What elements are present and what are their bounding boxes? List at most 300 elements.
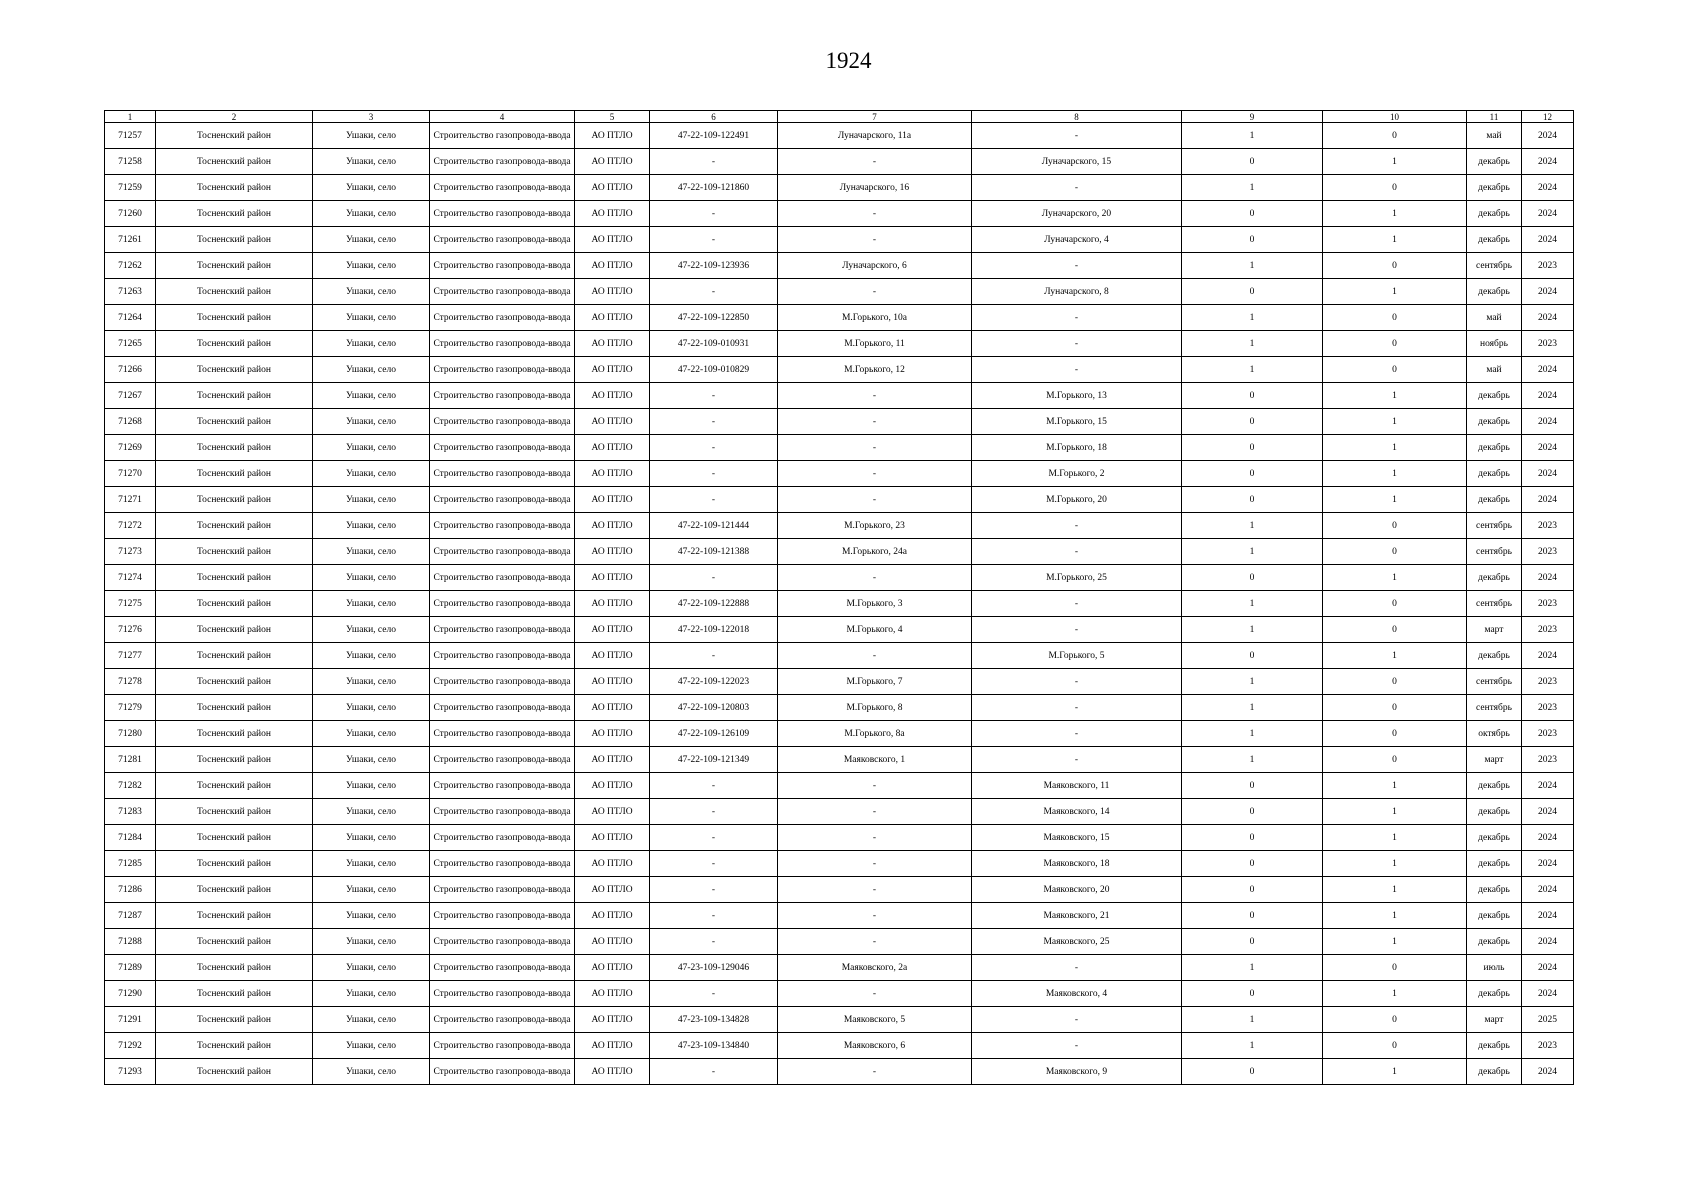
cell-address-b: Луначарского, 20 bbox=[972, 201, 1182, 227]
cell-settlement: Ушаки, село bbox=[313, 851, 430, 877]
cell-address-b: М.Горького, 18 bbox=[972, 435, 1182, 461]
cell-organization: АО ПТЛО bbox=[575, 279, 650, 305]
column-header-12: 12 bbox=[1522, 111, 1574, 123]
cell-id: 71272 bbox=[105, 513, 156, 539]
table-row bbox=[105, 565, 1574, 591]
cell-address-b: Луначарского, 15 bbox=[972, 149, 1182, 175]
cell-month: декабрь bbox=[1467, 409, 1522, 435]
cell-id: 71259 bbox=[105, 175, 156, 201]
cell-organization: АО ПТЛО bbox=[575, 383, 650, 409]
cell-flag-a: 0 bbox=[1182, 201, 1323, 227]
cell-district: Тосненский район bbox=[156, 305, 313, 331]
cell-id: 71283 bbox=[105, 799, 156, 825]
cell-year: 2023 bbox=[1522, 513, 1574, 539]
table-row bbox=[105, 747, 1574, 773]
cell-address-a: - bbox=[778, 383, 972, 409]
cell-year: 2024 bbox=[1522, 383, 1574, 409]
cell-flag-b: 1 bbox=[1323, 1059, 1467, 1085]
cell-settlement: Ушаки, село bbox=[313, 227, 430, 253]
page-number: 1924 bbox=[825, 48, 872, 73]
cell-district: Тосненский район bbox=[156, 643, 313, 669]
cell-address-b: Маяковского, 4 bbox=[972, 981, 1182, 1007]
cell-cadastral-number: - bbox=[650, 877, 778, 903]
table-row bbox=[105, 825, 1574, 851]
cell-flag-b: 0 bbox=[1323, 721, 1467, 747]
table-body bbox=[105, 123, 1574, 1085]
cell-organization: АО ПТЛО bbox=[575, 227, 650, 253]
cell-id: 71260 bbox=[105, 201, 156, 227]
cell-address-a: Маяковского, 6 bbox=[778, 1033, 972, 1059]
cell-work-type: Строительство газопровода-ввода bbox=[430, 877, 575, 903]
cell-work-type: Строительство газопровода-ввода bbox=[430, 539, 575, 565]
cell-year: 2024 bbox=[1522, 149, 1574, 175]
cell-flag-b: 0 bbox=[1323, 357, 1467, 383]
cell-work-type: Строительство газопровода-ввода bbox=[430, 565, 575, 591]
cell-work-type: Строительство газопровода-ввода bbox=[430, 331, 575, 357]
cell-year: 2023 bbox=[1522, 331, 1574, 357]
cell-address-a: - bbox=[778, 227, 972, 253]
cell-id: 71276 bbox=[105, 617, 156, 643]
cell-address-a: - bbox=[778, 149, 972, 175]
cell-month: декабрь bbox=[1467, 799, 1522, 825]
cell-address-a: - bbox=[778, 565, 972, 591]
cell-address-a: М.Горького, 10а bbox=[778, 305, 972, 331]
cell-work-type: Строительство газопровода-ввода bbox=[430, 149, 575, 175]
cell-organization: АО ПТЛО bbox=[575, 331, 650, 357]
table-row bbox=[105, 513, 1574, 539]
table-row bbox=[105, 123, 1574, 149]
cell-organization: АО ПТЛО bbox=[575, 565, 650, 591]
cell-organization: АО ПТЛО bbox=[575, 1033, 650, 1059]
cell-flag-b: 1 bbox=[1323, 929, 1467, 955]
cell-flag-a: 1 bbox=[1182, 747, 1323, 773]
cell-work-type: Строительство газопровода-ввода bbox=[430, 123, 575, 149]
cell-work-type: Строительство газопровода-ввода bbox=[430, 825, 575, 851]
cell-district: Тосненский район bbox=[156, 721, 313, 747]
cell-address-a: М.Горького, 23 bbox=[778, 513, 972, 539]
cell-district: Тосненский район bbox=[156, 279, 313, 305]
cell-settlement: Ушаки, село bbox=[313, 149, 430, 175]
cell-address-a: М.Горького, 8а bbox=[778, 721, 972, 747]
cell-district: Тосненский район bbox=[156, 773, 313, 799]
cell-id: 71289 bbox=[105, 955, 156, 981]
cell-district: Тосненский район bbox=[156, 1059, 313, 1085]
cell-address-b: - bbox=[972, 513, 1182, 539]
cell-settlement: Ушаки, село bbox=[313, 201, 430, 227]
cell-settlement: Ушаки, село bbox=[313, 617, 430, 643]
cell-settlement: Ушаки, село bbox=[313, 357, 430, 383]
cell-address-b: - bbox=[972, 1007, 1182, 1033]
cell-flag-b: 0 bbox=[1323, 253, 1467, 279]
cell-work-type: Строительство газопровода-ввода bbox=[430, 929, 575, 955]
cell-id: 71277 bbox=[105, 643, 156, 669]
cell-month: март bbox=[1467, 617, 1522, 643]
cell-flag-a: 1 bbox=[1182, 1007, 1323, 1033]
cell-cadastral-number: - bbox=[650, 1059, 778, 1085]
cell-work-type: Строительство газопровода-ввода bbox=[430, 643, 575, 669]
cell-address-b: М.Горького, 13 bbox=[972, 383, 1182, 409]
cell-work-type: Строительство газопровода-ввода bbox=[430, 461, 575, 487]
cell-organization: АО ПТЛО bbox=[575, 695, 650, 721]
cell-settlement: Ушаки, село bbox=[313, 695, 430, 721]
column-header-10: 10 bbox=[1323, 111, 1467, 123]
cell-settlement: Ушаки, село bbox=[313, 1059, 430, 1085]
cell-organization: АО ПТЛО bbox=[575, 305, 650, 331]
cell-address-a: М.Горького, 12 bbox=[778, 357, 972, 383]
cell-id: 71281 bbox=[105, 747, 156, 773]
cell-month: сентябрь bbox=[1467, 513, 1522, 539]
cell-year: 2024 bbox=[1522, 929, 1574, 955]
cell-cadastral-number: 47-22-109-122491 bbox=[650, 123, 778, 149]
cell-cadastral-number: - bbox=[650, 227, 778, 253]
cell-flag-b: 1 bbox=[1323, 773, 1467, 799]
cell-address-b: - bbox=[972, 695, 1182, 721]
cell-month: декабрь bbox=[1467, 825, 1522, 851]
table-row bbox=[105, 331, 1574, 357]
cell-cadastral-number: 47-22-109-122023 bbox=[650, 669, 778, 695]
cell-month: декабрь bbox=[1467, 461, 1522, 487]
cell-district: Тосненский район bbox=[156, 1007, 313, 1033]
cell-organization: АО ПТЛО bbox=[575, 175, 650, 201]
cell-work-type: Строительство газопровода-ввода bbox=[430, 903, 575, 929]
cell-address-a: Маяковского, 2а bbox=[778, 955, 972, 981]
column-header-9: 9 bbox=[1182, 111, 1323, 123]
cell-id: 71271 bbox=[105, 487, 156, 513]
cell-address-a: - bbox=[778, 903, 972, 929]
cell-address-a: - bbox=[778, 435, 972, 461]
cell-district: Тосненский район bbox=[156, 201, 313, 227]
cell-address-b: - bbox=[972, 747, 1182, 773]
table-row bbox=[105, 851, 1574, 877]
table-row bbox=[105, 591, 1574, 617]
cell-year: 2024 bbox=[1522, 435, 1574, 461]
cell-work-type: Строительство газопровода-ввода bbox=[430, 383, 575, 409]
cell-id: 71287 bbox=[105, 903, 156, 929]
cell-flag-b: 1 bbox=[1323, 877, 1467, 903]
cell-cadastral-number: - bbox=[650, 487, 778, 513]
cell-flag-a: 0 bbox=[1182, 565, 1323, 591]
cell-district: Тосненский район bbox=[156, 227, 313, 253]
cell-district: Тосненский район bbox=[156, 955, 313, 981]
cell-settlement: Ушаки, село bbox=[313, 1033, 430, 1059]
cell-work-type: Строительство газопровода-ввода bbox=[430, 799, 575, 825]
cell-flag-b: 0 bbox=[1323, 695, 1467, 721]
cell-work-type: Строительство газопровода-ввода bbox=[430, 981, 575, 1007]
cell-address-a: - bbox=[778, 643, 972, 669]
cell-month: декабрь bbox=[1467, 201, 1522, 227]
table-row bbox=[105, 799, 1574, 825]
table-row bbox=[105, 877, 1574, 903]
cell-work-type: Строительство газопровода-ввода bbox=[430, 955, 575, 981]
cell-cadastral-number: 47-22-109-121349 bbox=[650, 747, 778, 773]
cell-settlement: Ушаки, село bbox=[313, 513, 430, 539]
cell-settlement: Ушаки, село bbox=[313, 435, 430, 461]
cell-cadastral-number: 47-22-109-121444 bbox=[650, 513, 778, 539]
cell-work-type: Строительство газопровода-ввода bbox=[430, 747, 575, 773]
cell-flag-a: 1 bbox=[1182, 539, 1323, 565]
cell-month: декабрь bbox=[1467, 981, 1522, 1007]
column-header-2: 2 bbox=[156, 111, 313, 123]
cell-work-type: Строительство газопровода-ввода bbox=[430, 253, 575, 279]
cell-cadastral-number: - bbox=[650, 149, 778, 175]
cell-month: сентябрь bbox=[1467, 253, 1522, 279]
cell-settlement: Ушаки, село bbox=[313, 747, 430, 773]
cell-flag-b: 0 bbox=[1323, 175, 1467, 201]
cell-address-a: - bbox=[778, 799, 972, 825]
cell-month: декабрь bbox=[1467, 435, 1522, 461]
cell-flag-b: 0 bbox=[1323, 617, 1467, 643]
cell-address-b: Маяковского, 21 bbox=[972, 903, 1182, 929]
cell-district: Тосненский район bbox=[156, 513, 313, 539]
cell-cadastral-number: - bbox=[650, 435, 778, 461]
cell-address-b: Маяковского, 25 bbox=[972, 929, 1182, 955]
cell-month: май bbox=[1467, 123, 1522, 149]
cell-district: Тосненский район bbox=[156, 123, 313, 149]
cell-organization: АО ПТЛО bbox=[575, 201, 650, 227]
cell-year: 2024 bbox=[1522, 799, 1574, 825]
cell-cadastral-number: - bbox=[650, 461, 778, 487]
cell-cadastral-number: - bbox=[650, 643, 778, 669]
cell-id: 71266 bbox=[105, 357, 156, 383]
cell-address-a: Луначарского, 11а bbox=[778, 123, 972, 149]
cell-flag-a: 1 bbox=[1182, 1033, 1323, 1059]
cell-year: 2024 bbox=[1522, 123, 1574, 149]
table-row bbox=[105, 669, 1574, 695]
cell-district: Тосненский район bbox=[156, 175, 313, 201]
cell-flag-b: 0 bbox=[1323, 539, 1467, 565]
cell-organization: АО ПТЛО bbox=[575, 877, 650, 903]
cell-flag-a: 1 bbox=[1182, 669, 1323, 695]
cell-year: 2024 bbox=[1522, 903, 1574, 929]
table-row bbox=[105, 617, 1574, 643]
cell-flag-a: 1 bbox=[1182, 175, 1323, 201]
cell-address-a: - bbox=[778, 851, 972, 877]
column-header-8: 8 bbox=[972, 111, 1182, 123]
cell-address-b: Маяковского, 9 bbox=[972, 1059, 1182, 1085]
cell-settlement: Ушаки, село bbox=[313, 565, 430, 591]
cell-settlement: Ушаки, село bbox=[313, 643, 430, 669]
cell-cadastral-number: 47-22-109-122850 bbox=[650, 305, 778, 331]
table-row bbox=[105, 461, 1574, 487]
cell-organization: АО ПТЛО bbox=[575, 253, 650, 279]
cell-flag-b: 0 bbox=[1323, 331, 1467, 357]
cell-id: 71293 bbox=[105, 1059, 156, 1085]
cell-year: 2024 bbox=[1522, 487, 1574, 513]
cell-year: 2024 bbox=[1522, 357, 1574, 383]
cell-flag-b: 0 bbox=[1323, 591, 1467, 617]
cell-flag-a: 0 bbox=[1182, 643, 1323, 669]
cell-year: 2024 bbox=[1522, 825, 1574, 851]
cell-flag-a: 0 bbox=[1182, 487, 1323, 513]
table-row bbox=[105, 955, 1574, 981]
cell-district: Тосненский район bbox=[156, 461, 313, 487]
cell-address-b: - bbox=[972, 591, 1182, 617]
cell-organization: АО ПТЛО bbox=[575, 123, 650, 149]
cell-address-a: - bbox=[778, 877, 972, 903]
cell-flag-b: 1 bbox=[1323, 799, 1467, 825]
cell-organization: АО ПТЛО bbox=[575, 669, 650, 695]
cell-month: декабрь bbox=[1467, 1059, 1522, 1085]
cell-district: Тосненский район bbox=[156, 877, 313, 903]
cell-cadastral-number: - bbox=[650, 201, 778, 227]
cell-id: 71268 bbox=[105, 409, 156, 435]
cell-cadastral-number: - bbox=[650, 383, 778, 409]
cell-settlement: Ушаки, село bbox=[313, 383, 430, 409]
cell-settlement: Ушаки, село bbox=[313, 903, 430, 929]
cell-id: 71286 bbox=[105, 877, 156, 903]
cell-district: Тосненский район bbox=[156, 565, 313, 591]
cell-address-b: - bbox=[972, 955, 1182, 981]
cell-year: 2024 bbox=[1522, 175, 1574, 201]
cell-flag-a: 0 bbox=[1182, 149, 1323, 175]
cell-flag-a: 1 bbox=[1182, 721, 1323, 747]
cell-work-type: Строительство газопровода-ввода bbox=[430, 175, 575, 201]
cell-district: Тосненский район bbox=[156, 539, 313, 565]
table-row bbox=[105, 773, 1574, 799]
cell-work-type: Строительство газопровода-ввода bbox=[430, 487, 575, 513]
cell-month: декабрь bbox=[1467, 1033, 1522, 1059]
cell-district: Тосненский район bbox=[156, 383, 313, 409]
cell-id: 71264 bbox=[105, 305, 156, 331]
cell-flag-a: 0 bbox=[1182, 903, 1323, 929]
cell-month: март bbox=[1467, 747, 1522, 773]
column-header-11: 11 bbox=[1467, 111, 1522, 123]
cell-organization: АО ПТЛО bbox=[575, 435, 650, 461]
cell-month: ноябрь bbox=[1467, 331, 1522, 357]
cell-address-a: М.Горького, 7 bbox=[778, 669, 972, 695]
cell-flag-b: 1 bbox=[1323, 851, 1467, 877]
cell-id: 71262 bbox=[105, 253, 156, 279]
cell-flag-a: 1 bbox=[1182, 617, 1323, 643]
register-table bbox=[104, 110, 1574, 1085]
cell-address-b: М.Горького, 2 bbox=[972, 461, 1182, 487]
cell-settlement: Ушаки, село bbox=[313, 799, 430, 825]
cell-organization: АО ПТЛО bbox=[575, 825, 650, 851]
cell-settlement: Ушаки, село bbox=[313, 877, 430, 903]
cell-year: 2023 bbox=[1522, 747, 1574, 773]
cell-organization: АО ПТЛО bbox=[575, 487, 650, 513]
cell-work-type: Строительство газопровода-ввода bbox=[430, 1007, 575, 1033]
cell-organization: АО ПТЛО bbox=[575, 591, 650, 617]
cell-year: 2024 bbox=[1522, 409, 1574, 435]
cell-year: 2023 bbox=[1522, 669, 1574, 695]
cell-year: 2024 bbox=[1522, 279, 1574, 305]
cell-address-a: - bbox=[778, 487, 972, 513]
cell-flag-b: 1 bbox=[1323, 227, 1467, 253]
cell-id: 71279 bbox=[105, 695, 156, 721]
cell-flag-b: 1 bbox=[1323, 435, 1467, 461]
table-row bbox=[105, 487, 1574, 513]
cell-address-b: - bbox=[972, 1033, 1182, 1059]
cell-address-b: Маяковского, 20 bbox=[972, 877, 1182, 903]
table-row bbox=[105, 1059, 1574, 1085]
column-header-6: 6 bbox=[650, 111, 778, 123]
cell-month: декабрь bbox=[1467, 565, 1522, 591]
cell-address-b: М.Горького, 25 bbox=[972, 565, 1182, 591]
cell-flag-b: 0 bbox=[1323, 305, 1467, 331]
cell-organization: АО ПТЛО bbox=[575, 643, 650, 669]
cell-cadastral-number: 47-22-109-122888 bbox=[650, 591, 778, 617]
cell-flag-a: 0 bbox=[1182, 877, 1323, 903]
cell-month: декабрь bbox=[1467, 149, 1522, 175]
cell-cadastral-number: - bbox=[650, 981, 778, 1007]
cell-cadastral-number: 47-22-109-010829 bbox=[650, 357, 778, 383]
cell-cadastral-number: - bbox=[650, 565, 778, 591]
cell-flag-a: 1 bbox=[1182, 253, 1323, 279]
cell-month: март bbox=[1467, 1007, 1522, 1033]
cell-flag-a: 0 bbox=[1182, 773, 1323, 799]
cell-flag-a: 1 bbox=[1182, 331, 1323, 357]
cell-address-b: Маяковского, 11 bbox=[972, 773, 1182, 799]
cell-id: 71285 bbox=[105, 851, 156, 877]
cell-organization: АО ПТЛО bbox=[575, 721, 650, 747]
cell-flag-a: 0 bbox=[1182, 227, 1323, 253]
cell-district: Тосненский район bbox=[156, 799, 313, 825]
column-header-4: 4 bbox=[430, 111, 575, 123]
cell-id: 71273 bbox=[105, 539, 156, 565]
cell-flag-a: 0 bbox=[1182, 383, 1323, 409]
cell-month: сентябрь bbox=[1467, 591, 1522, 617]
cell-month: сентябрь bbox=[1467, 669, 1522, 695]
cell-flag-b: 0 bbox=[1323, 669, 1467, 695]
cell-flag-a: 0 bbox=[1182, 981, 1323, 1007]
cell-address-b: - bbox=[972, 253, 1182, 279]
cell-district: Тосненский район bbox=[156, 357, 313, 383]
table-row bbox=[105, 357, 1574, 383]
cell-flag-a: 1 bbox=[1182, 591, 1323, 617]
cell-month: май bbox=[1467, 357, 1522, 383]
cell-flag-b: 1 bbox=[1323, 461, 1467, 487]
cell-flag-a: 0 bbox=[1182, 461, 1323, 487]
cell-year: 2024 bbox=[1522, 201, 1574, 227]
cell-year: 2025 bbox=[1522, 1007, 1574, 1033]
cell-settlement: Ушаки, село bbox=[313, 669, 430, 695]
cell-flag-a: 0 bbox=[1182, 799, 1323, 825]
table-row bbox=[105, 981, 1574, 1007]
cell-month: сентябрь bbox=[1467, 695, 1522, 721]
cell-month: декабрь bbox=[1467, 227, 1522, 253]
cell-organization: АО ПТЛО bbox=[575, 955, 650, 981]
cell-month: июль bbox=[1467, 955, 1522, 981]
cell-id: 71282 bbox=[105, 773, 156, 799]
cell-settlement: Ушаки, село bbox=[313, 123, 430, 149]
cell-organization: АО ПТЛО bbox=[575, 903, 650, 929]
cell-district: Тосненский район bbox=[156, 617, 313, 643]
cell-flag-b: 1 bbox=[1323, 149, 1467, 175]
cell-settlement: Ушаки, село bbox=[313, 279, 430, 305]
cell-settlement: Ушаки, село bbox=[313, 825, 430, 851]
cell-month: декабрь bbox=[1467, 487, 1522, 513]
cell-flag-a: 0 bbox=[1182, 825, 1323, 851]
cell-month: декабрь bbox=[1467, 903, 1522, 929]
cell-address-a: Луначарского, 6 bbox=[778, 253, 972, 279]
cell-year: 2024 bbox=[1522, 461, 1574, 487]
cell-flag-a: 1 bbox=[1182, 123, 1323, 149]
cell-work-type: Строительство газопровода-ввода bbox=[430, 773, 575, 799]
cell-settlement: Ушаки, село bbox=[313, 175, 430, 201]
cell-address-a: - bbox=[778, 201, 972, 227]
cell-flag-b: 0 bbox=[1323, 955, 1467, 981]
cell-flag-a: 0 bbox=[1182, 409, 1323, 435]
cell-address-b: - bbox=[972, 331, 1182, 357]
cell-flag-b: 1 bbox=[1323, 383, 1467, 409]
cell-flag-a: 0 bbox=[1182, 929, 1323, 955]
table-row bbox=[105, 1033, 1574, 1059]
cell-district: Тосненский район bbox=[156, 747, 313, 773]
table-row bbox=[105, 695, 1574, 721]
cell-work-type: Строительство газопровода-ввода bbox=[430, 227, 575, 253]
cell-year: 2023 bbox=[1522, 617, 1574, 643]
